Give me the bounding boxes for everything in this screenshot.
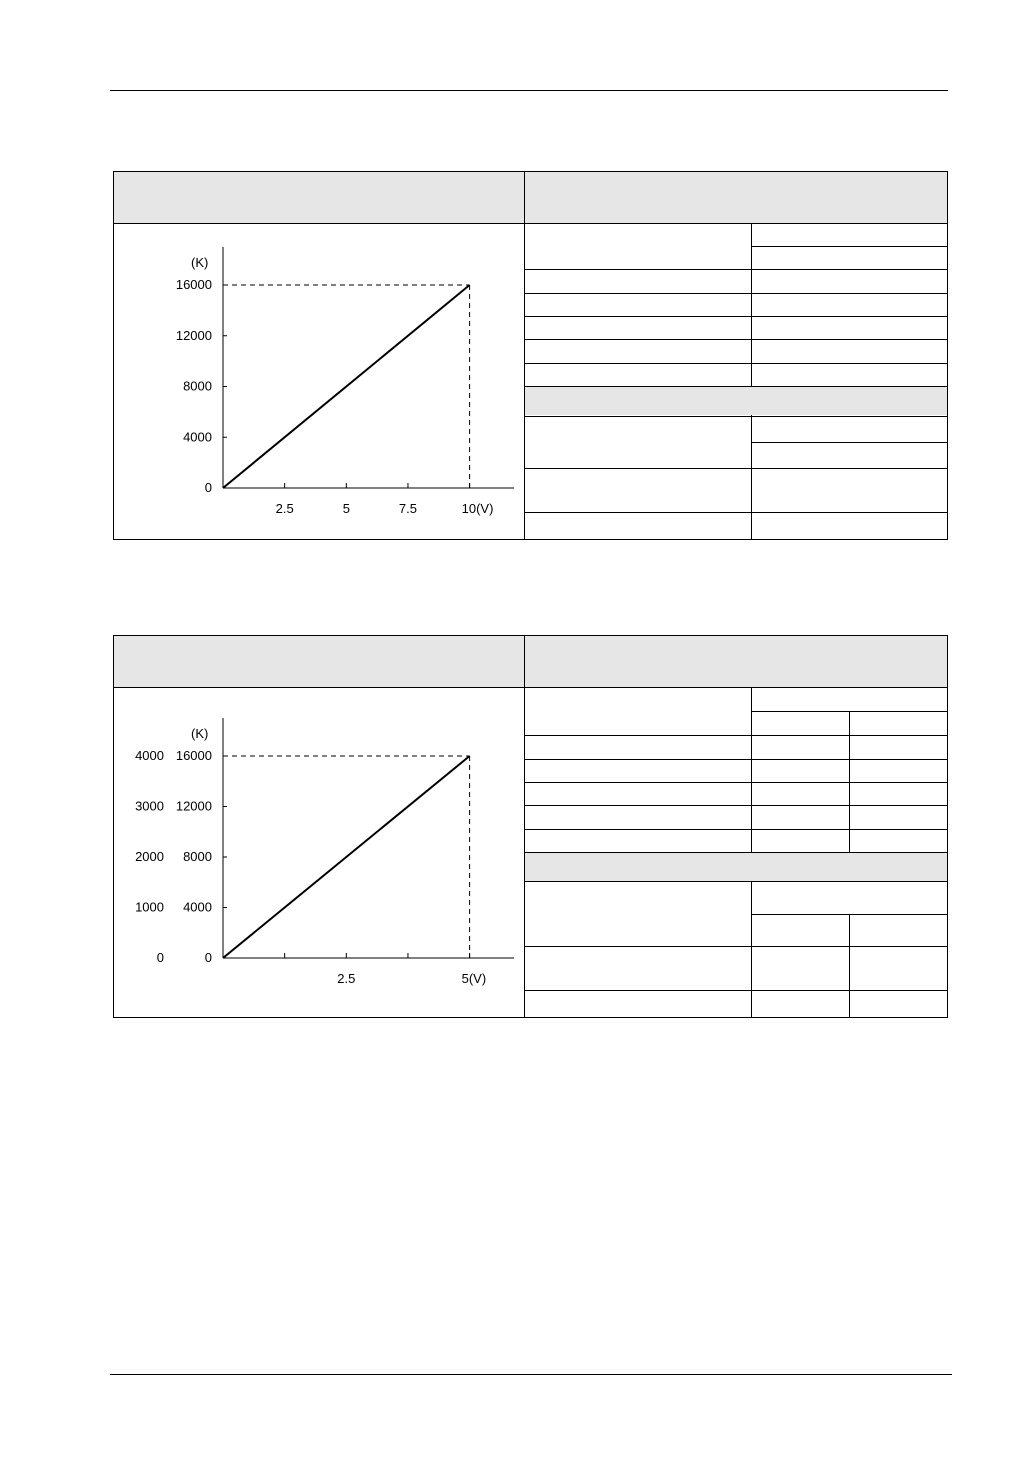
y-tick-label: 8000 (183, 378, 212, 394)
footer-rule (110, 1374, 952, 1375)
table-header-2 (114, 636, 947, 688)
y2-tick-label: 4000 (135, 748, 164, 763)
spec-block-1 (113, 171, 948, 540)
spec-table-1 (524, 224, 947, 539)
chart-1-svg (114, 224, 524, 540)
y-tick-label: 8000 (183, 849, 212, 864)
x-tick-label: 7.5 (398, 501, 417, 516)
x-tick-label: 10(V) (461, 501, 494, 516)
y2-tick-label: 1000 (135, 899, 164, 915)
y-unit-label: (K) (191, 726, 209, 741)
section-band-1 (525, 387, 947, 415)
y-tick-label: 0 (204, 480, 212, 495)
y-tick-label: 12000 (175, 798, 212, 814)
table-header-1 (114, 172, 947, 224)
y-tick-label: 0 (204, 950, 212, 965)
y-tick-label: 4000 (183, 429, 212, 445)
data-line (223, 285, 470, 488)
x-tick-label: 5(V) (461, 971, 487, 986)
spec-table-2 (524, 688, 947, 1017)
y-tick-label: 16000 (175, 277, 212, 292)
y2-tick-label: 3000 (135, 798, 164, 814)
y2-tick-label: 2000 (135, 849, 164, 864)
y-tick-label: 4000 (183, 899, 212, 915)
y2-tick-label: 0 (156, 950, 164, 965)
chart-2-svg (114, 688, 524, 1018)
header-rule (110, 90, 948, 91)
y-tick-label: 12000 (175, 327, 212, 343)
chart-1 (114, 224, 524, 539)
x-tick-label: 5 (342, 501, 350, 516)
chart-2 (114, 688, 524, 1017)
data-line (223, 756, 470, 958)
x-tick-label: 2.5 (337, 971, 356, 986)
x-tick-label: 2.5 (275, 501, 294, 516)
section-band-2 (525, 853, 947, 881)
y-tick-label: 16000 (175, 748, 212, 763)
y-unit-label: (K) (191, 255, 209, 270)
spec-block-2 (113, 635, 948, 1018)
